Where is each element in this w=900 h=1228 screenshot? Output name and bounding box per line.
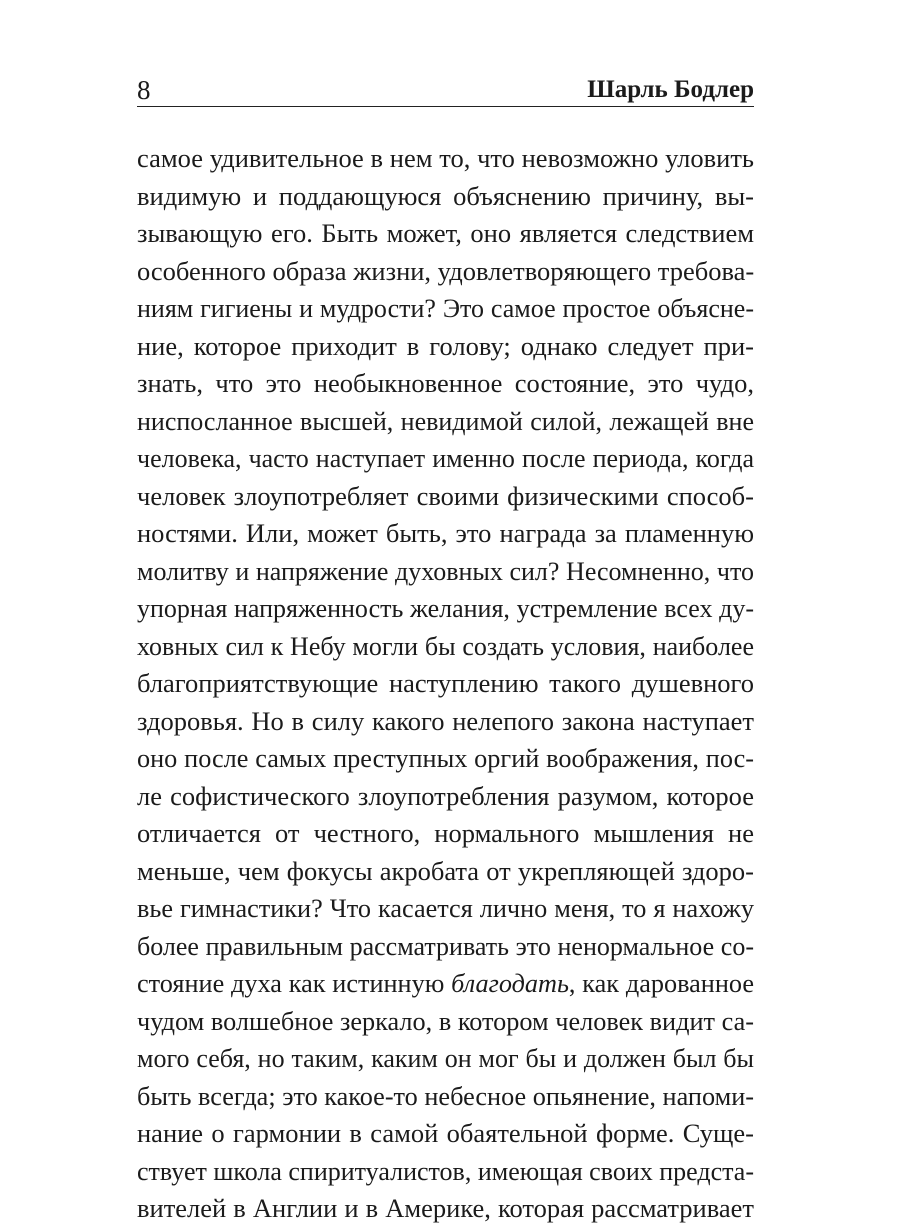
text-line: самое удивительное в нем то, что невозможно уловить <box>137 143 754 173</box>
text-line: зывающую его. Быть может, оно является следствием <box>137 218 754 248</box>
text-line: особенного образа жизни, удовлетворяющего требова- <box>137 255 754 286</box>
text-line: оно после самых преступных оргий воображения, пос- <box>137 744 754 773</box>
text-line: чудом волшебное зеркало, в котором человек видит са- <box>137 1006 754 1036</box>
text-segment: стояние духа как истинную <box>137 969 452 998</box>
body-text <box>137 140 754 1223</box>
text-line: мого себя, но таким, каким он мог бы и должен был бы <box>137 1044 754 1073</box>
text-line: молитву и напряжение духовных сил? Несомненно, что <box>137 556 754 586</box>
text-line: более правильным рассматривать это ненормальное со- <box>137 931 754 961</box>
text-line: здоровья. Но в силу какого нелепого закона наступает <box>137 705 754 736</box>
text-line: ниспосланное высшей, невидимой силой, лежащей вне <box>137 406 754 436</box>
text-line: ствует школа спиритуалистов, имеющая своих предста- <box>137 1156 754 1186</box>
text-line: вителей в Англии и в Америке, которая рассматривает <box>137 1193 754 1223</box>
text-line: видимую и поддающуюся объяснению причину, вы- <box>137 180 754 211</box>
page-number: 8 <box>137 75 151 105</box>
text-line: знать, что это необыкновенное состояние, это чудо, <box>137 368 754 398</box>
text-line: ностями. Или, может быть, это награда за пламенную <box>137 518 754 548</box>
text-line: быть всегда; это какое-то небесное опьянение, напоми- <box>137 1081 754 1111</box>
italic-word-blagodat: благодать <box>451 969 569 998</box>
text-line: упорная напряженность желания, устремление всех ду- <box>137 594 754 623</box>
page-header <box>137 72 754 108</box>
text-line: ле софистического злоупотребления разумом, которое <box>137 780 754 811</box>
text-line-with-italic <box>137 965 754 1003</box>
text-line: человек злоупотребляет своими физическими способ- <box>137 480 754 511</box>
running-head-author: Шарль Бодлер <box>587 76 754 103</box>
text-line: человека, часто наступает именно после периода, когда <box>137 444 754 473</box>
text-line: благоприятствующие наступлению такого душевного <box>137 668 754 698</box>
text-line: ховных сил к Небу могли бы создать условия, наиболее <box>137 631 754 661</box>
text-line: ние, которое приходит в голову; однако следует при- <box>137 330 754 361</box>
text-line: отличается от честного, нормального мышления не <box>137 818 754 848</box>
text-line: вье гимнастики? Что касается лично меня, то я нахожу <box>137 894 754 923</box>
header-rule <box>137 106 754 107</box>
text-line: ниям гигиены и мудрости? Это самое простое объясне- <box>137 294 754 323</box>
text-line: меньше, чем фокусы акробата от укрепляющей здоро- <box>137 855 754 886</box>
text-segment: , как дарованное <box>568 969 754 998</box>
text-line: нание о гармонии в самой обаятельной форме. Суще- <box>137 1118 754 1148</box>
